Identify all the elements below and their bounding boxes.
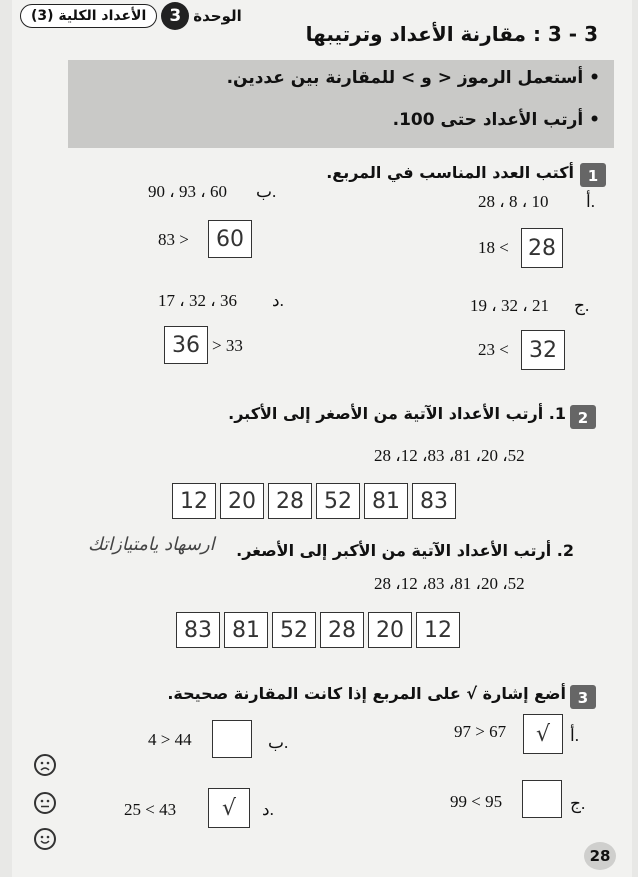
answer-box[interactable]: 83 [412, 483, 456, 519]
unit-number: 3 [161, 2, 189, 30]
q1-a-numbers: 28 ، 8 ، 10 [478, 192, 549, 211]
answer-box[interactable]: 12 [172, 483, 216, 519]
handwritten-note: ارسهاد يامتيازاتك [88, 534, 215, 555]
q1-d-expression: > 33 [212, 336, 243, 355]
objective-item: • أرتب الأعداد حتى 100. [392, 110, 600, 130]
objective-item: • أستعمل الرموز < و > للمقارنة بين عددين. [226, 68, 600, 88]
q1-b-answer-box[interactable]: 60 [208, 220, 252, 258]
q1-c-answer-box[interactable]: 32 [521, 330, 565, 370]
q1-c-numbers: 19 ، 32 ، 21 [470, 296, 549, 315]
q3-b-expression: 4 > 44 [148, 730, 192, 749]
answer-box[interactable]: 81 [224, 612, 268, 648]
sad-face-icon[interactable] [34, 754, 56, 776]
answer-box[interactable]: 52 [272, 612, 316, 648]
q3-a-expression: 97 > 67 [454, 722, 507, 741]
q3-c-label: ج. [570, 794, 586, 813]
answer-box[interactable]: 12 [416, 612, 460, 648]
q1-a-expression: 18 < [478, 238, 509, 257]
unit-label: الوحدة [193, 7, 242, 25]
question-2-part2-instruction: 2. أرتب الأعداد الآتية من الأكبر إلى الأصغر. [236, 541, 574, 560]
q1-a-label: أ. [586, 192, 595, 211]
q1-b-expression: 83 > [158, 230, 189, 249]
q3-b-check-box[interactable] [212, 720, 252, 758]
neutral-face-icon[interactable] [34, 792, 56, 814]
q3-b-label: ب. [268, 733, 289, 752]
question-2-tag: 2 [570, 405, 596, 429]
q2-part2-answer-row [176, 612, 464, 648]
q2-part1-answer-row [172, 483, 460, 519]
answer-box[interactable]: 28 [320, 612, 364, 648]
q3-a-label: أ. [570, 726, 579, 745]
q2-part1-numbers: 28 ،12 ،83 ،81 ،20 ،52 [374, 446, 525, 465]
question-3-instruction: أضع إشارة √ على المربع إذا كانت المقارنة صحيحة. [167, 684, 566, 703]
q3-a-check-box[interactable]: √ [523, 714, 563, 754]
q1-c-label: ج. [574, 296, 590, 315]
q1-d-answer-box[interactable]: 36 [164, 326, 208, 364]
objective-text: أستعمل الرموز < و > للمقارنة بين عددين. [226, 68, 584, 88]
happy-face-icon[interactable] [34, 828, 56, 850]
q1-c-expression: 23 < [478, 340, 509, 359]
answer-box[interactable]: 28 [268, 483, 312, 519]
q3-c-check-box[interactable] [522, 780, 562, 818]
question-2-part1-instruction: 1. أرتب الأعداد الآتية من الأصغر إلى الأكبر. [228, 404, 566, 423]
page-number: 28 [584, 842, 616, 870]
q3-d-label: د. [262, 800, 274, 819]
question-1-instruction: أكتب العدد المناسب في المربع. [326, 163, 574, 182]
objective-text: أرتب الأعداد حتى 100. [392, 110, 584, 130]
q3-d-check-box[interactable]: √ [208, 788, 250, 828]
answer-box[interactable]: 81 [364, 483, 408, 519]
answer-box[interactable]: 83 [176, 612, 220, 648]
answer-box[interactable]: 20 [368, 612, 412, 648]
unit-title: الأعداد الكلية (3) [20, 4, 157, 28]
q1-a-answer-box[interactable]: 28 [521, 228, 563, 268]
q1-d-label: د. [272, 291, 284, 310]
lesson-title: 3 - 3 : مقارنة الأعداد وترتيبها [305, 22, 598, 46]
objectives-box [68, 60, 614, 148]
question-1-tag: 1 [580, 163, 606, 187]
answer-box[interactable]: 20 [220, 483, 264, 519]
unit-header [20, 3, 242, 29]
q3-c-expression: 99 < 95 [450, 792, 503, 811]
q1-b-label: ب. [256, 182, 277, 201]
question-3-tag: 3 [570, 685, 596, 709]
q1-d-numbers: 17 ، 32 ، 36 [158, 291, 237, 310]
q2-part2-numbers: 28 ،12 ،83 ،81 ،20 ،52 [374, 574, 525, 593]
q1-b-numbers: 90 ، 93 ، 60 [148, 182, 227, 201]
answer-box[interactable]: 52 [316, 483, 360, 519]
q3-d-expression: 25 < 43 [124, 800, 177, 819]
